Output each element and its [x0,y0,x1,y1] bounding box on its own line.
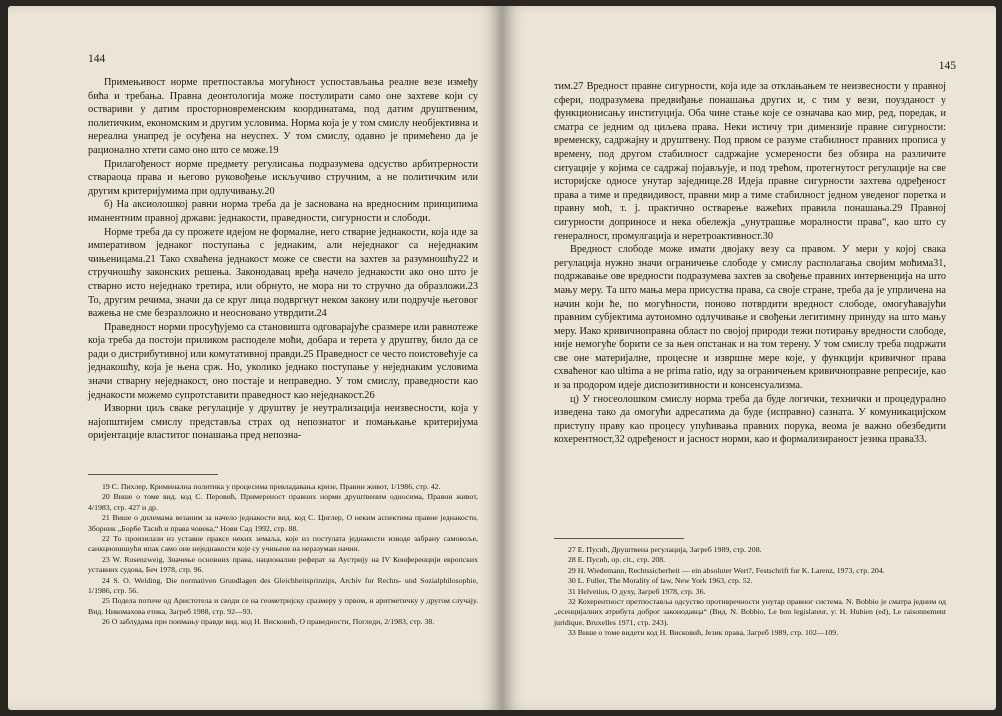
footnote: 19 С. Пихлер, Криминална политика у процесима превладавања кризе, Правни живот, 1/1986, стр. 42. [102,482,441,491]
paragraph: ц) У гносеолошком смислу норма треба да буде логички, технички и процедурално изведена тако да омогући адресатима да буде (исправно) сазната. У комуникацијском приступу праву као процесу упућивања правних порука, веома је важно обезбедити кохерентност,32 одређеност и јасност норми, као и формализираност језика права33. [554,393,946,446]
page-number: 145 [938,60,956,72]
paragraph: Норме треба да су прожете идејом не формалне, него стварне једнакости, која иде за императивом једнаког поступања с једнаким, али неједнаког са неједнаким чињеницама.21 Тако схваћена једнакост може се свести на захтев за разумношћу22 и стручношћу законских решења. Законодавац вређа начело једнакости ако оно што је стварно исто неједнако третира, или обрнуто, не мора ни то стручно да образложи.23 То, другим речима, значи да се круг лица подвргнут неком закону или подручје његовог важења не сме безразложно и неосновано утврдити.24 [88,226,478,320]
paragraph: Изворни циљ сваке регулације у друштву је неутрализација неизвесности, која у најопштијем смислу представља страх од непознатог и помањкање критеријума оријентације властитог понашања пред непозна- [88,403,478,442]
footnote: 29 H. Wiedemann, Rechtssicherheit — ein absoluter Wert?, Festschrift fur K. Larenz, 1973, стр. 204. [568,565,885,575]
footnote: 21 Више о дилемама везаним за начело једнакости вид. код С. Циглер, О неким аспектима правне једнакости, Зборник „Борбе Тасић и права човека,“ Нови Сад 1992, стр. 88. [88,513,478,533]
page-number: 144 [88,53,106,65]
body-text [88,76,478,443]
footnote-rule [88,474,218,475]
paragraph: Праведност норми просуђујемо са становишта одговарајуће сразмере или равнотеже која треба да постоји приликом расподеле моћи, добара и терета у друштву, било да се ради о дистрибутивној или комутативној правди.25 Праведност се често поистовећује са једнакошћу, која је њена срж. Но, уколико једнако поступање у неједнаким условима значи стварну неједнакост, оно постаје и неправедно. У том смислу, праведности као једнакости можемо супротставити праведност као неједнакост.26 [88,321,478,401]
body-text [554,80,946,447]
footnote: 31 Helvetius, О духу, Загреб 1978, стр. 36. [568,586,706,596]
left-page [8,6,502,710]
paragraph: Примењивост норме претпоставља могућност успостављања реалне везе између бића и требања. Правна деонтологија може постулирати само оне захтеве који су оствариви у датим просторновременским координатама, под датим друштвеним, политичким, економским и другим условима. Норма која је у том смислу необјективна и нереална унапред је осуђена на неуспех. У том смислу, одавно је примећено да је рационално хтети само оно што се може.19 [88,77,478,156]
footnote: 25 Подела потиче од Аристотела и своди се на геометријску сразмеру у првом, и аритметичку у другом случају. Вид. Никомахова етика, Загреб 1988, стр. 92—93. [88,596,478,616]
footnote: 30 L. Fuller, The Morality of law, New York 1963, стр. 52. [568,576,753,586]
book-spread [8,6,996,710]
footnote: 24 S. O. Welding, Die normativen Grundlagen des Gleichheitsprinzips, Archiv fur Rechts- und Sozialphilosophie, 1/1986, стр. 56. [88,575,478,596]
footnote: 20 Више о томе вид. код С. Перовић, Примереност правних норми друштвеним односима, Правни живот, 4/1983, стр. 427 и др. [88,492,478,512]
footnote: 32 Кохерентност претпоставља одсуство противречности унутар правног система. N. Bobbio је сматра једним од „есенцијалних атрибута доброг законодавца“ (Вид. N. Bobbio, Le bon legislateur, у: H. Hubien (ed), Le raisonnement juridique, Bruxelles 1971, стр. 243). [554,597,946,627]
footnote: 23 W. Rosenzweig, Значење основних права, национални реферат за Аустрију на IV Конференцији европских уставних судова, Беч 1978, стр. 96. [88,554,478,575]
paragraph: Прилагођеност норме предмету регулисања подразумева одсуство арбитрерности ствараоца права и његово руковођење искључиво стручним, а не политичким или другим критеријумима при одлучивању.20 [88,158,478,197]
footnote: 22 То произилази из уставне праксе неких земаља, које из постулата једнакости изводе забрану самовоље, санкционишући ипак само оне неједнакости које су учињене на неразуман начин. [88,534,478,554]
right-page [502,6,996,710]
paragraph: тим.27 Вредност правне сигурности, која иде за отклањањем те неизвесности у правној сфери, подразумева предвиђање понашања других и, с тим у вези, поузданост у функционисању институција. Оба чине стање које се означава као мир, ред, поредак, и сматра се једним од циљева права. Неки истичу три димензије правне сигурности: временску, садржајну и друштвену. Под првом се разуме стабилност правних прописа у времену, под другом стабилност садржајне усмерености без обзира на различите ситуације у којима се садржај појављује, и под трећом, протегнутост регулације на све историјске односе унутар заједнице.28 Идеја правне сигурности захтева одређеност права а тиме и предвидивост, правни мир а тиме стабилност једном уведеног поретка и правну моћ, т. ј. практично остварење важећих правила понашања.29 Правној сигурности доприносе и нека обележја „унутрашње моралности права“, као што су генералност, промулгација и неретроактивност.30 [554,81,946,242]
paragraph: Вредност слободе може имати двојаку везу са правом. У мери у којој свака регулација нужно значи ограничење слободе у смислу располагања својим моћима31, подржавање ове вредности подразумева захтев за свођење правних интервенција на што мању меру. Та што мања мера присуства права, са своје стране, треба да је упрличена на начин који ће, по могућности, поново потврдити вредност слободе, омогућавајући правним субјектима аутономно одлучивање и свођењи легитимну принуду на што мању меру. Иако кривичноправна област по својој природи тежи потирању вредности слободе, није немогуће борити се за њен опстанак и на том терену. У том смислу треба подржати све оне материјалне, процесне и извршне мере које, у функцији кривичног права схваћеног као ultima a не prima ratio, иду за ограничењем кривичноправне репресије, као и за продором идеје диспозитивности и консенсуализма. [554,244,946,392]
paragraph: б) На аксиолошкој равни норма треба да је заснована на вредносним принципима иманентним правној држави: једнакости, праведности, сигурности и слободи. [88,199,478,224]
footnote-rule [554,538,684,539]
footnote: 26 О заблудама при поимању правде вид. код Н. Висковић, О праведности, Погледи, 2/1983, стр. 38. [102,617,435,627]
footnote: 27 Е. Пусић, Друштвена регулација, Загреб 1989, стр. 208. [568,545,762,554]
footnote: 28 Е. Пусић, op. cit., стр. 208. [568,555,666,565]
footnote: 33 Више о томе видети код Н. Висковић, Језик права, Загреб 1989, стр. 102—109. [568,628,839,638]
footnotes [554,545,946,639]
footnotes [88,482,478,628]
